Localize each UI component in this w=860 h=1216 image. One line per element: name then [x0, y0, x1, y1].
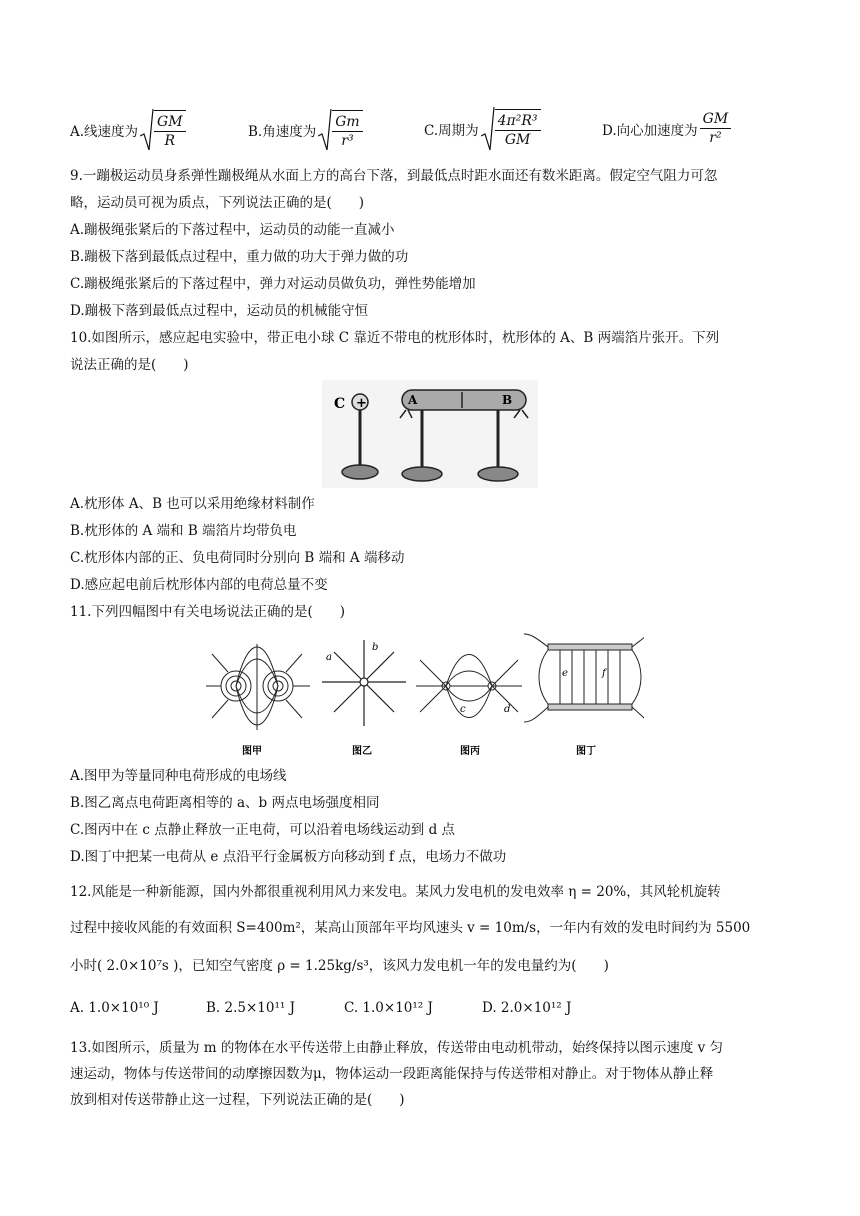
caption-jia: 图甲	[242, 746, 262, 757]
q10-option-a: A.枕形体 A、B 也可以采用绝缘材料制作	[70, 496, 315, 512]
fraction	[700, 110, 732, 147]
q8-option-a	[70, 108, 186, 152]
q12-option-a: A. 1.0×10¹⁰ J	[70, 1000, 159, 1016]
point-d: d	[504, 704, 511, 715]
q12-option-d: D. 2.0×10¹² J	[482, 1000, 572, 1016]
q9-option-c: C.蹦极绳张紧后的下落过程中，弹力对运动员做负功，弹性势能增加	[70, 276, 476, 292]
q13-stem-line3: 放到相对传送带静止这一过程，下列说法正确的是( )	[70, 1092, 405, 1108]
radical-sign	[481, 106, 541, 152]
q10-option-c: C.枕形体内部的正、负电荷同时分别向 B 端和 A 端移动	[70, 550, 405, 566]
option-b-prefix: B.角速度为	[248, 124, 317, 140]
denominator: r³	[341, 132, 354, 149]
q12-stem-line3: 小时( 2.0×10⁷s )，已知空气密度 ρ = 1.25kg/s³，该风力发电机一年的发电量约为( )	[70, 958, 609, 974]
caption-yi: 图乙	[352, 746, 372, 757]
numerator: Gm	[332, 113, 362, 132]
q12-option-c: C. 1.0×10¹² J	[344, 1000, 433, 1016]
numerator: GM	[154, 113, 186, 132]
field-lines-figures	[198, 630, 644, 760]
q11-option-b: B.图乙离点电荷距离相等的 a、b 两点电场强度相同	[70, 795, 380, 811]
q8-option-c	[424, 106, 541, 152]
q13-stem-line1: 13.如图所示，质量为 m 的物体在水平传送带上由静止释放，传送带由电动机带动，始终保持以图示速度 v 匀	[70, 1040, 724, 1056]
denominator: GM	[504, 131, 531, 148]
label-c: C	[334, 396, 346, 412]
denominator: r²	[709, 130, 722, 146]
figure-yi	[322, 640, 406, 726]
option-c-prefix: C.周期为	[424, 123, 479, 139]
point-f: f	[602, 668, 606, 679]
figure-jia	[206, 644, 310, 730]
label-a: A	[408, 393, 418, 407]
q12-option-b: B. 2.5×10¹¹ J	[206, 1000, 295, 1016]
q10-option-b: B.枕形体的 A 端和 B 端箔片均带负电	[70, 523, 297, 539]
caption-ding: 图丁	[576, 746, 596, 757]
q10-option-d: D.感应起电前后枕形体内部的电荷总量不变	[70, 577, 328, 593]
q11-option-d: D.图丁中把某一电荷从 e 点沿平行金属板方向移动到 f 点，电场力不做功	[70, 849, 507, 865]
fraction	[332, 113, 362, 150]
radical-sign	[140, 108, 186, 152]
figure-ding	[524, 634, 644, 722]
point-c: c	[460, 704, 466, 715]
point-e: e	[562, 668, 568, 679]
numerator: 4π²R³	[495, 112, 541, 131]
point-b: b	[372, 642, 379, 653]
q9-stem-line1: 9.一蹦极运动员身系弹性蹦极绳从水面上方的高台下落，到最低点时距水面还有数米距离。假定空气阻力可忽	[70, 168, 718, 184]
q10-stem-line1: 10.如图所示，感应起电实验中，带正电小球 C 靠近不带电的枕形体时，枕形体的 A、B 两端箔片张开。下列	[70, 330, 720, 346]
q12-stem-line1: 12.风能是一种新能源，国内外都很重视利用风力来发电。某风力发电机的发电效率 η = 20%，其风轮机旋转	[70, 884, 721, 900]
label-b: B	[502, 393, 513, 407]
fraction	[495, 112, 541, 149]
q13-stem-line2: 速运动，物体与传送带间的动摩擦因数为μ，物体运动一段距离能保持与传送带相对静止。对于物体从静止释	[70, 1066, 714, 1082]
q9-option-a: A.蹦极绳张紧后的下落过程中，运动员的动能一直减小	[70, 222, 395, 238]
q11-option-a: A.图甲为等量同种电荷形成的电场线	[70, 768, 287, 784]
q10-stem-line2: 说法正确的是( )	[70, 357, 189, 373]
point-a: a	[326, 652, 332, 663]
fraction	[154, 113, 186, 150]
q9-stem-line2: 略，运动员可视为质点，下列说法正确的是( )	[70, 195, 365, 211]
q11-stem: 11.下列四幅图中有关电场说法正确的是( )	[70, 604, 346, 620]
caption-bing: 图丙	[460, 746, 480, 757]
q11-option-c: C.图丙中在 c 点静止释放一正电荷，可以沿着电场线运动到 d 点	[70, 822, 456, 838]
induction-figure	[322, 380, 538, 488]
numerator: GM	[700, 110, 732, 129]
q8-option-b	[248, 108, 363, 152]
radical-sign	[318, 108, 362, 152]
option-d-prefix: D.向心加速度为	[602, 122, 698, 139]
q9-option-d: D.蹦极下落到最低点过程中，运动员的机械能守恒	[70, 303, 369, 319]
plus-sign: +	[356, 396, 367, 411]
denominator: R	[164, 132, 176, 149]
option-a-prefix: A.线速度为	[70, 124, 139, 140]
q12-stem-line2: 过程中接收风能的有效面积 S=400m²，某高山顶部年平均风速头 v = 10m/s，一年内有效的发电时间约为 5500	[70, 920, 751, 936]
q9-option-b: B.蹦极下落到最低点过程中，重力做的功大于弹力做的功	[70, 249, 409, 265]
q8-option-d	[602, 110, 731, 147]
